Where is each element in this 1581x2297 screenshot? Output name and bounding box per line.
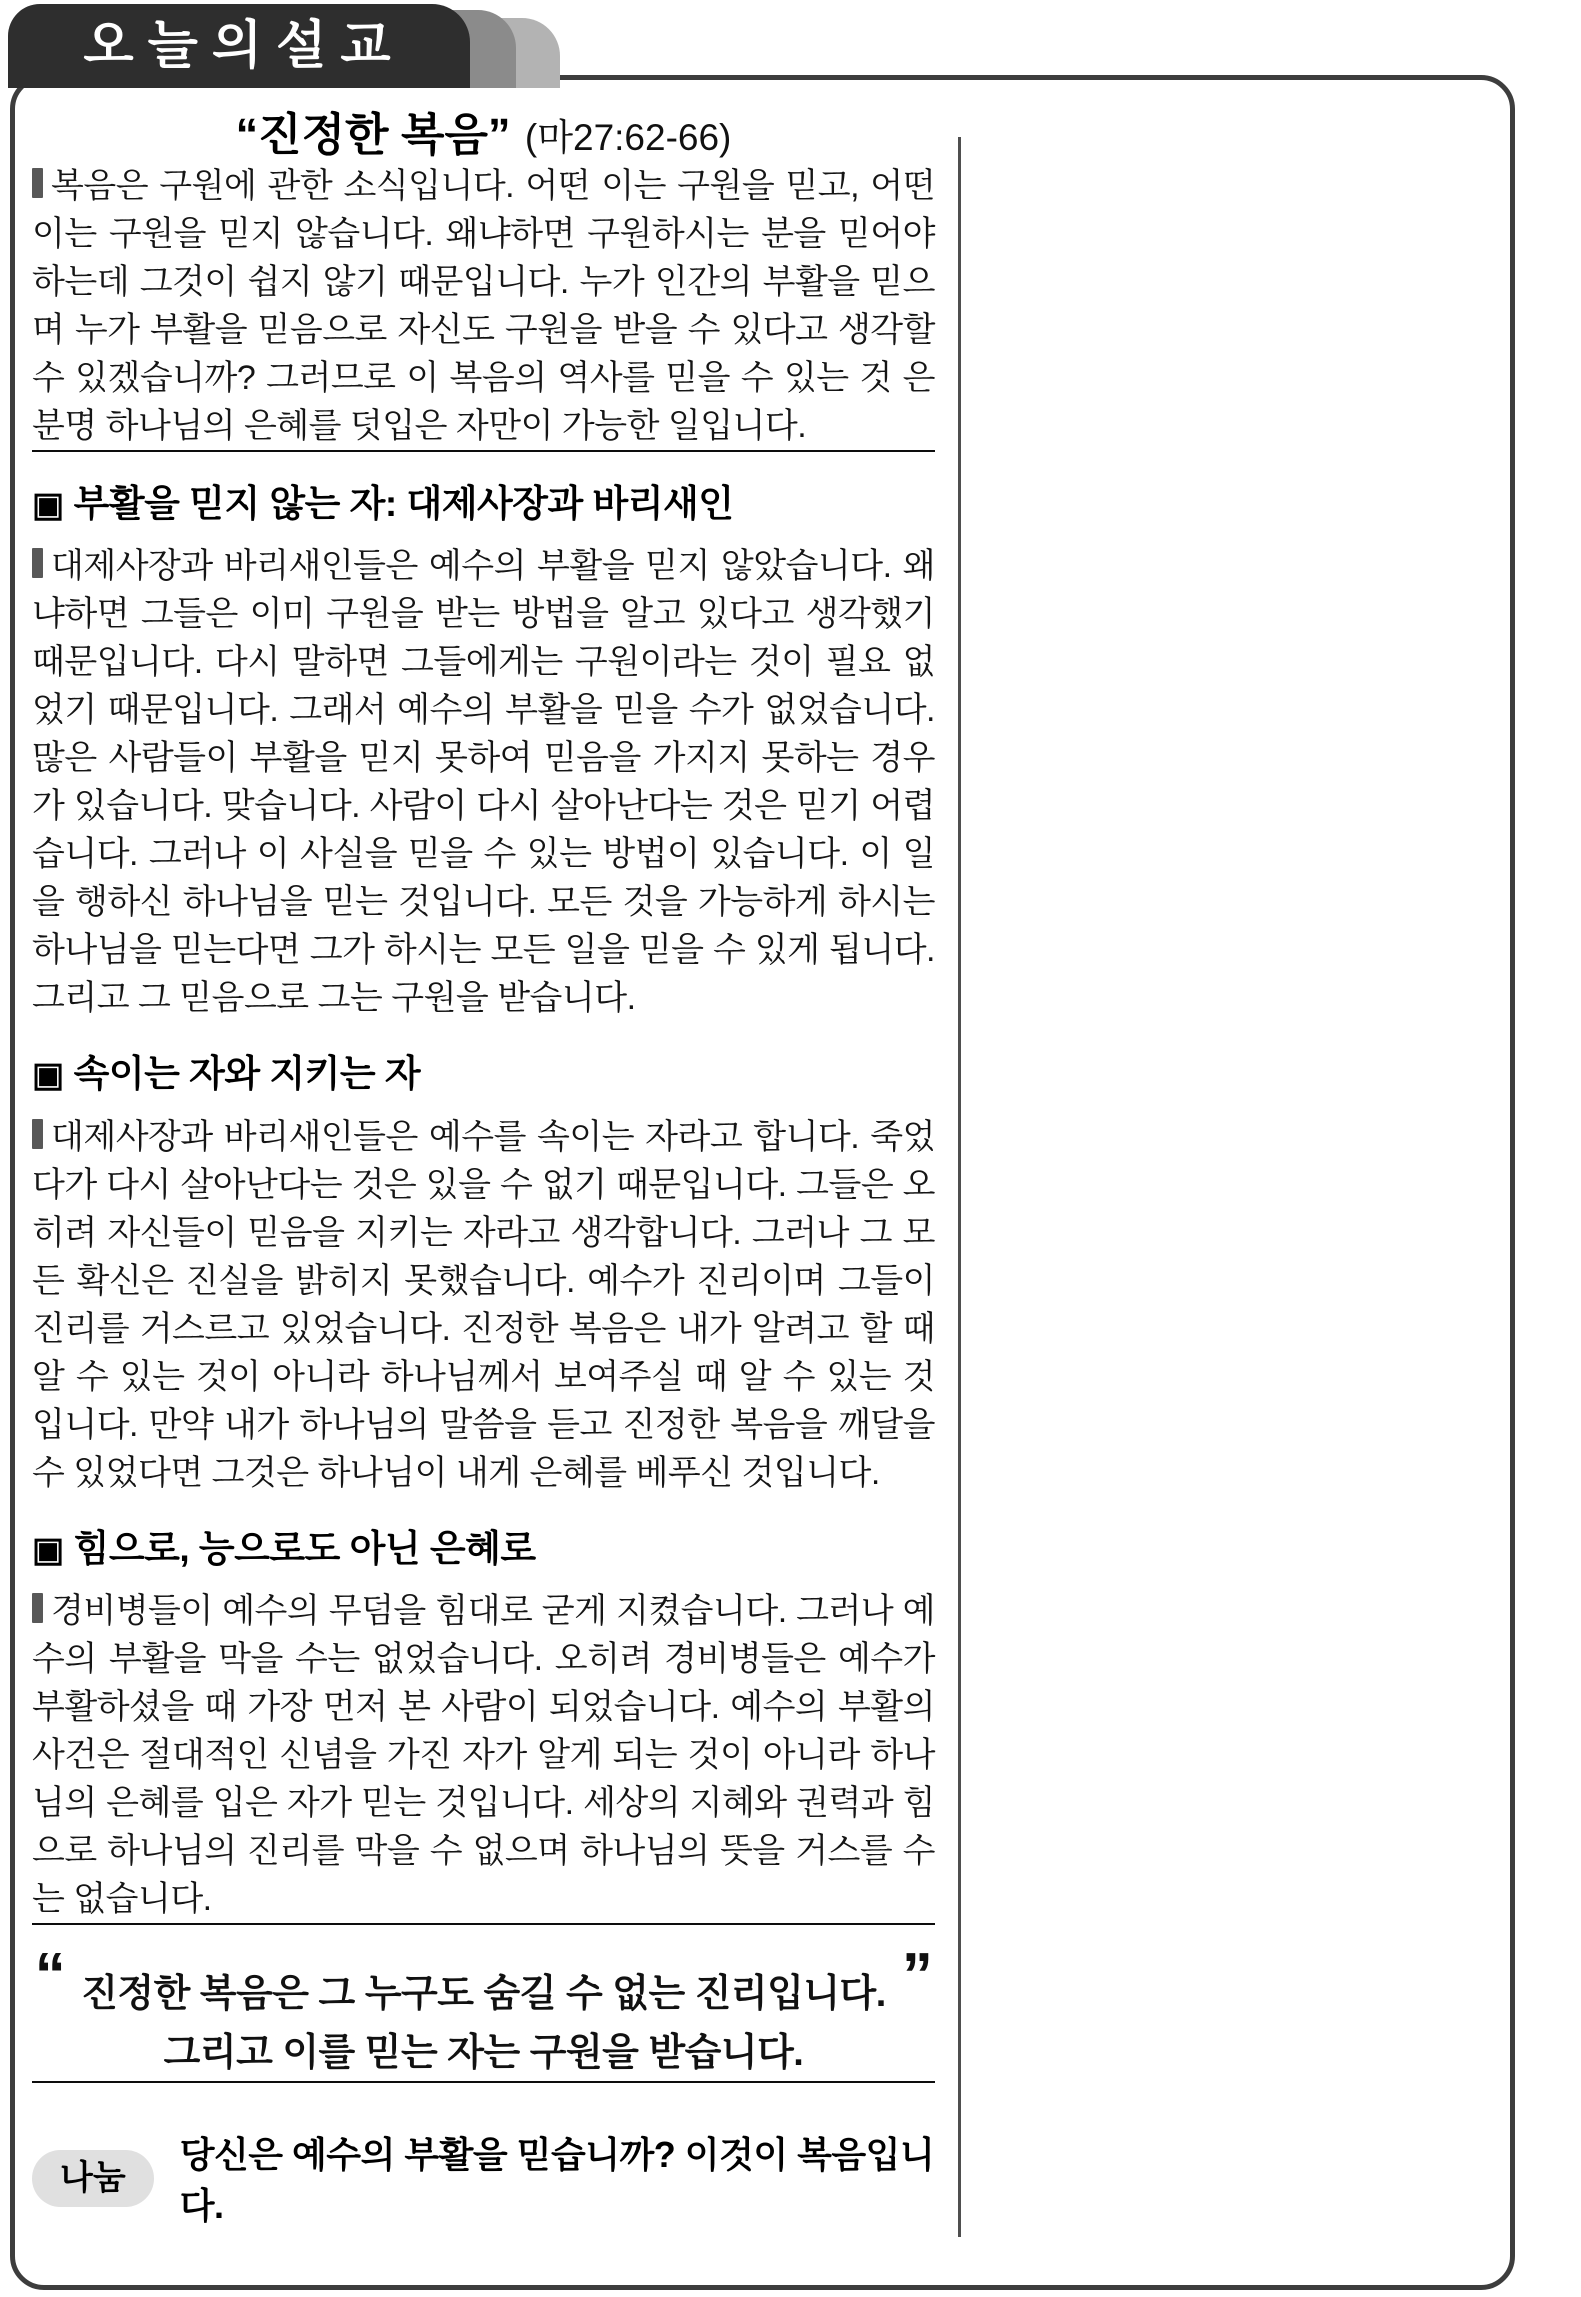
section-paragraph-1-text: 대제사장과 바리새인들은 예수의 부활을 믿지 않았습니다. 왜냐하면 그들은 이미 구원을 받는 방법을 알고 있다고 생각했기 때문입니다. 다시 말하면 그들에게는 구원이라는 것이 필요 없었기 때문입니다. 그래서 예수의 부활을 믿을 수가 없었습니다. 많은 사람들이 부활을 믿지 못하여 믿음을 가지지 못하는 경우가 있습니다. 맞습니다. 사람이 다시 살아난다는 것은 믿기 어렵습니다. 그러나 이 사실을 믿을 수 있는 방법이 있습니다. 이 일을 행하신 하나님을 믿는 것입니다. 모든 것을 가능하게 하시는 하나님을 믿는다면 그가 하시는 모든 일을 믿을 수 있게 됩니다. 그리고 그 믿음으로 그는 구원을 받습니다.	[32, 547, 935, 1018]
section-heading-3-text: 힘으로, 능으로도 아닌 은혜로	[73, 1527, 536, 1569]
sermon-scripture-reference: (마27:62-66)	[524, 117, 732, 158]
header-tab-label: 오늘의설교	[83, 17, 405, 75]
section-square-icon: ▣	[32, 486, 64, 524]
close-quote-icon: ”	[901, 1941, 933, 2011]
section-heading-2	[32, 1052, 935, 1096]
section-paragraph-2	[32, 1113, 935, 1497]
sermon-title-row	[32, 108, 935, 162]
column-divider	[958, 137, 961, 2237]
paragraph-bar-icon	[32, 1119, 43, 1149]
key-quote-block	[32, 1941, 935, 2081]
sharing-question: 당신은 예수의 부활을 믿습니까? 이것이 복음입니다.	[179, 2134, 935, 2227]
section-paragraph-2-text: 대제사장과 바리새인들은 예수를 속이는 자라고 합니다. 죽었다가 다시 살아난다는 것은 있을 수 없기 때문입니다. 그들은 오히려 자신들이 믿음을 지키는 자라고 생각합니다. 그러나 그 모든 확신은 진실을 밝히지 못했습니다. 예수가 진리이며 그들이 진리를 거스르고 있었습니다. 진정한 복음은 내가 알려고 할 때 알 수 있는 것이 아니라 하나님께서 보여주실 때 알 수 있는 것입니다. 만약 내가 하나님의 말씀을 듣고 진정한 복음을 깨달을 수 있었다면 그것은 하나님이 내게 은혜를 베푸신 것입니다.	[32, 1117, 935, 1492]
section-heading-2-text: 속이는 자와 지키는 자	[73, 1053, 421, 1095]
section-square-icon: ▣	[32, 1056, 64, 1095]
intro-paragraph-text: 복음은 구원에 관한 소식입니다. 어떤 이는 구원을 믿고, 어떤 이는 구원을 믿지 않습니다. 왜냐하면 구원하시는 분을 믿어야 하는데 그것이 쉽지 않기 때문입니다. 누가 인간의 부활을 믿으며 누가 부활을 믿음으로 자신도 구원을 받을 수 있다고 생각할 수 있겠습니까? 그러므로 이 복음의 역사를 믿을 수 있는 것 은 분명 하나님의 은혜를 덧입은 자만이 가능한 일입니다.	[32, 167, 935, 445]
header-tab	[8, 4, 470, 88]
separator	[32, 2081, 935, 2083]
sharing-badge: 나눔	[32, 2150, 154, 2207]
separator	[32, 450, 935, 452]
open-quote-icon: “	[34, 1941, 66, 2011]
section-heading-1-text: 부활을 믿지 않는 자: 대제사장과 바리새인	[73, 483, 734, 524]
intro-paragraph	[32, 162, 935, 450]
key-quote-line-1	[32, 1941, 935, 2022]
paragraph-bar-icon	[32, 548, 43, 578]
section-heading-3	[32, 1527, 935, 1571]
section-paragraph-3-text: 경비병들이 예수의 무덤을 힘대로 굳게 지켰습니다. 그러나 예수의 부활을 막을 수는 없었습니다. 오히려 경비병들은 예수가 부활하셨을 때 가장 먼저 본 사람이 되었습니다. 예수의 부활의 사건은 절대적인 신념을 가진 자가 알게 되는 것이 아니라 하나님의 은혜를 입은 자가 믿는 것입니다. 세상의 지혜와 권력과 힘으로 하나님의 진리를 막을 수 없으며 하나님의 뜻을 거스를 수는 없습니다.	[32, 1592, 935, 1919]
paragraph-bar-icon	[32, 1593, 43, 1623]
section-paragraph-1	[32, 542, 935, 1022]
sermon-title: “진정한 복음”	[235, 109, 511, 160]
sermon-column	[32, 96, 935, 2229]
separator	[32, 1923, 935, 1925]
paragraph-bar-icon	[32, 168, 43, 198]
key-quote-line-2: 그리고 이를 믿는 자는 구원을 받습니다.	[163, 2032, 804, 2075]
section-paragraph-3	[32, 1587, 935, 1923]
key-quote-line-1-text: 진정한 복음은 그 누구도 숨길 수 없는 진리입니다.	[81, 1973, 886, 2016]
section-square-icon: ▣	[32, 1530, 64, 1569]
sharing-row	[32, 2127, 935, 2229]
section-heading-1	[32, 482, 935, 526]
